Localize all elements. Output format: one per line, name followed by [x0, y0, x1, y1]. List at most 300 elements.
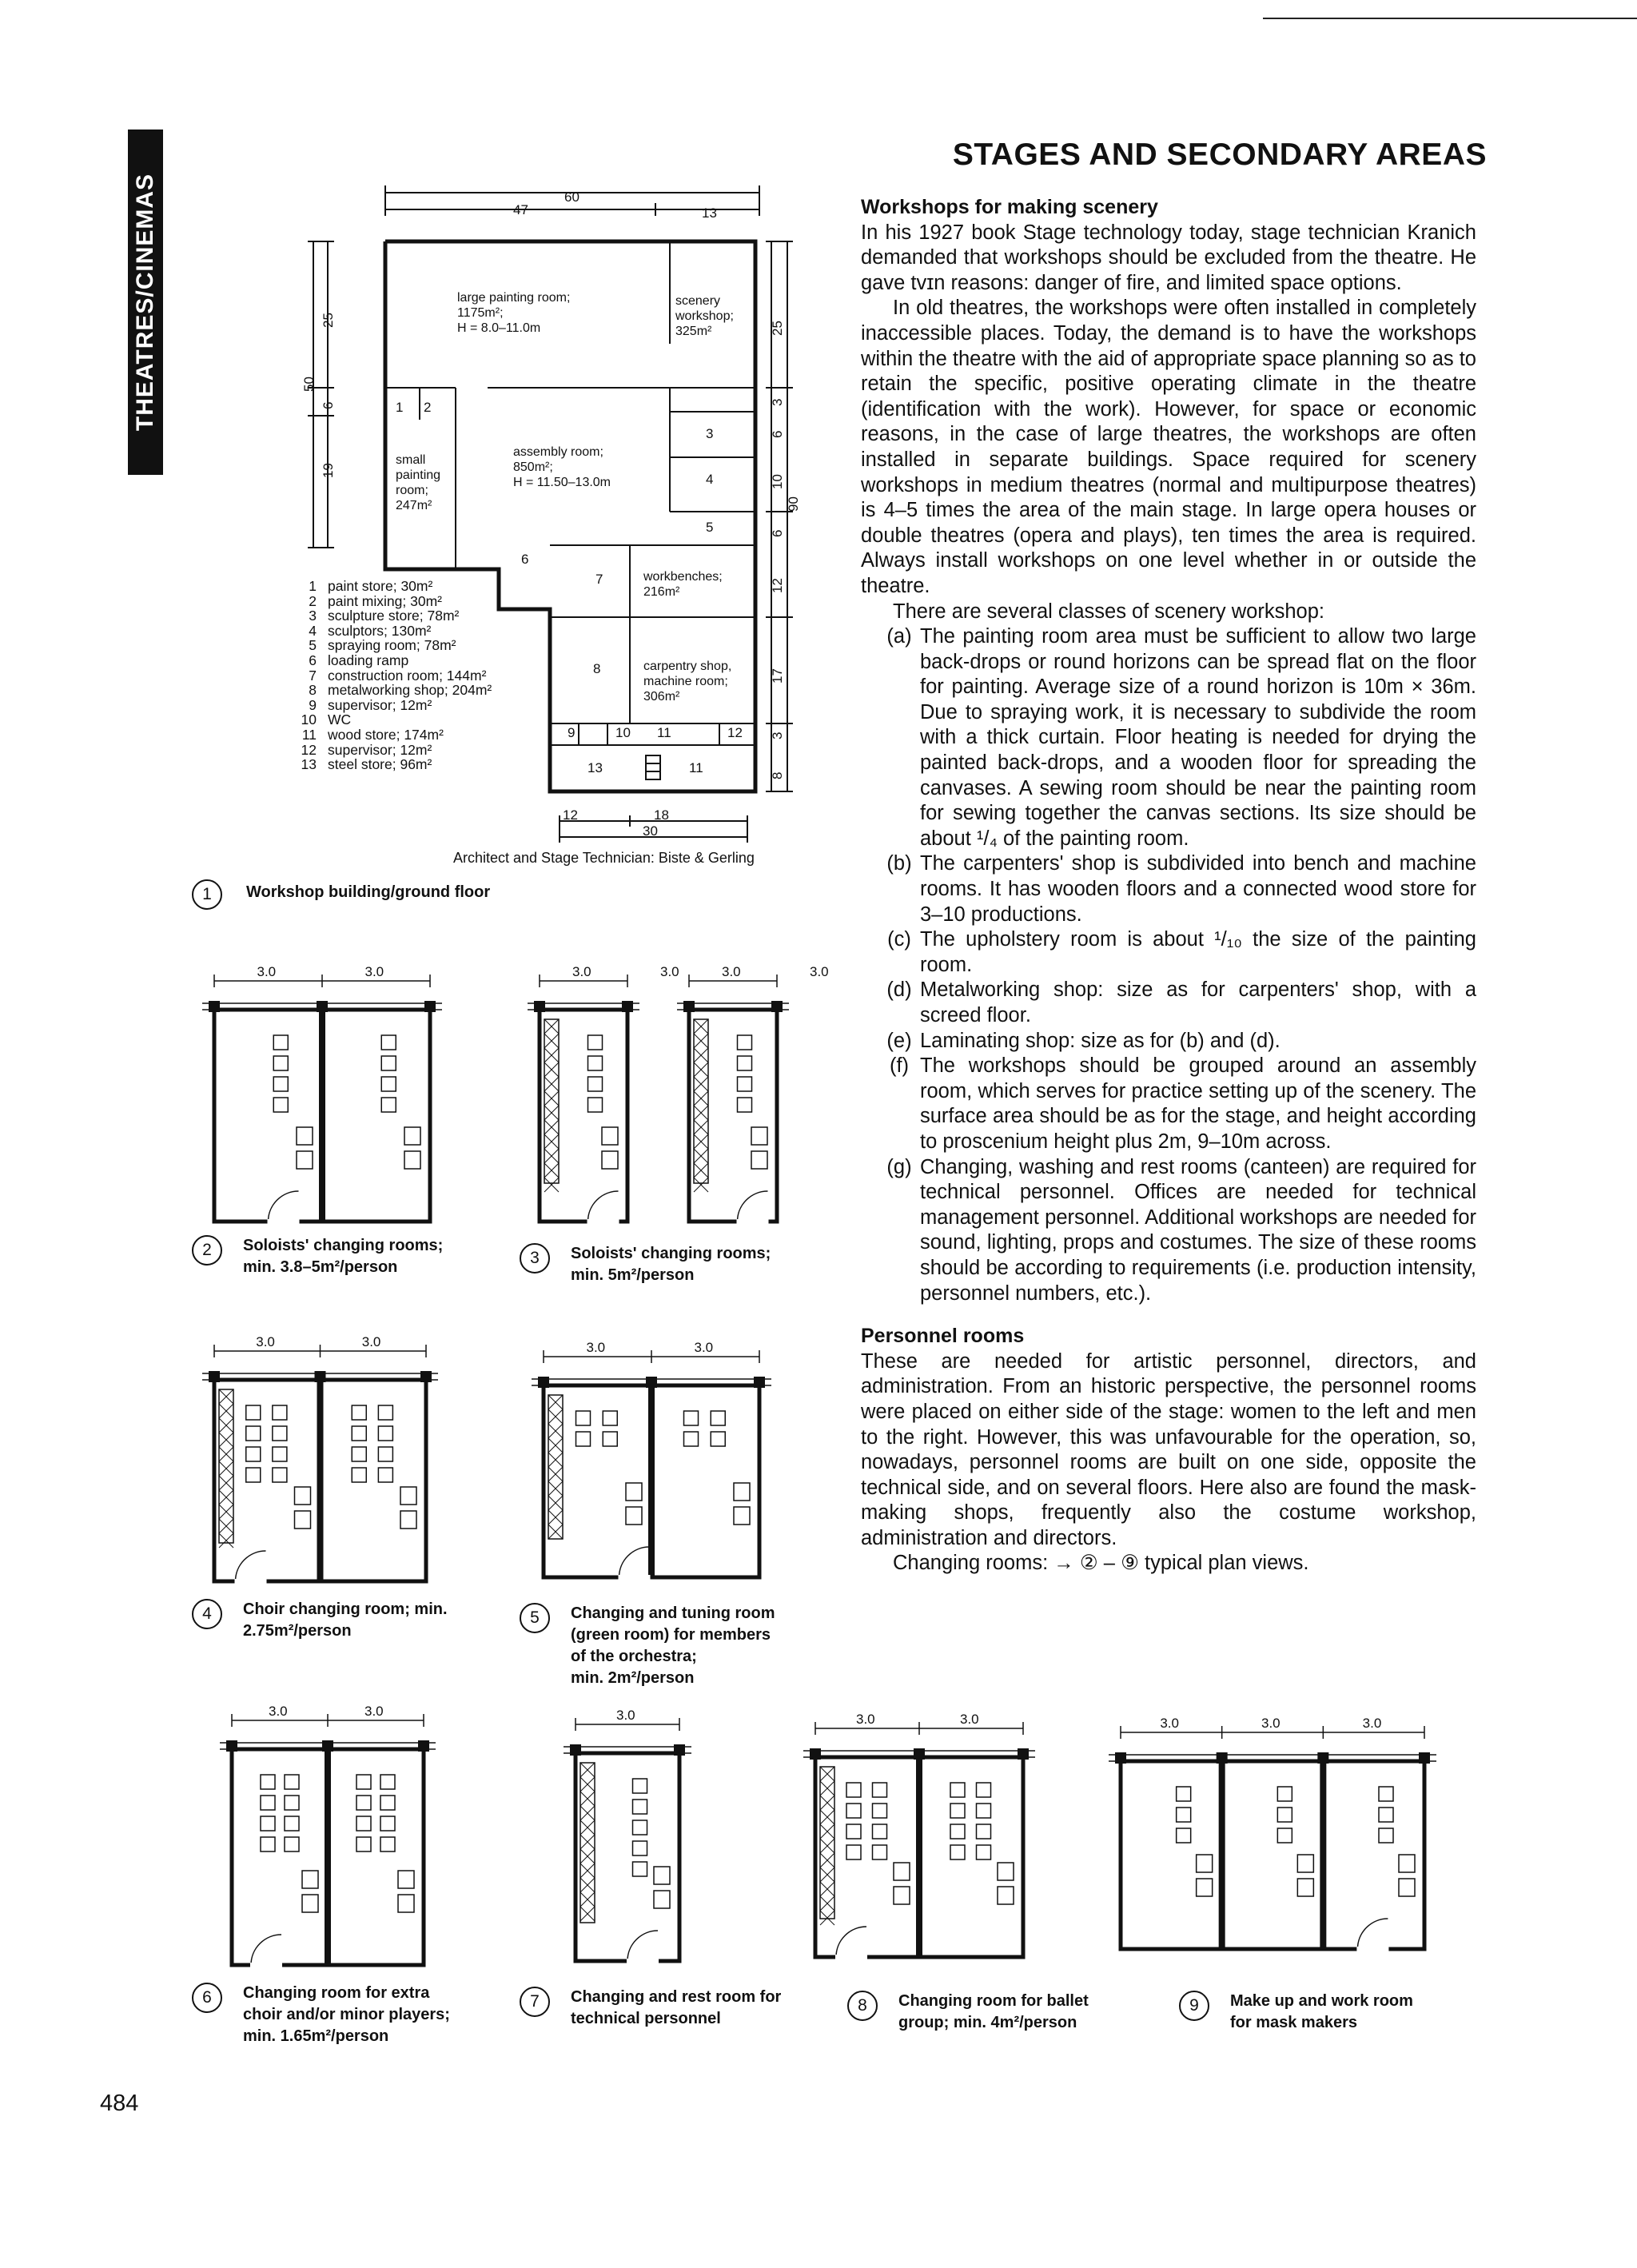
figure-caption-line: Changing room for ballet	[898, 1992, 1089, 2010]
figure-caption-line: Changing and tuning room	[571, 1604, 775, 1622]
plan-seat	[711, 1411, 725, 1425]
legend-text: steel store; 96m²	[328, 756, 432, 773]
dim-top-total: 60	[564, 189, 580, 205]
plan-washbasin	[295, 1511, 311, 1529]
plan-pillar	[810, 1748, 821, 1760]
plan-washbasin	[998, 1887, 1014, 1904]
plan-washbasin	[734, 1483, 750, 1501]
plan-seat	[246, 1447, 261, 1461]
legend-number: 13	[301, 756, 317, 773]
plan-seat	[633, 1800, 647, 1814]
item-label: (e)	[886, 1029, 912, 1052]
room-assembly-1: assembly room;	[513, 445, 603, 459]
plan-pillar	[317, 1001, 328, 1012]
text-column	[861, 195, 1476, 1576]
plan-seat	[950, 1783, 965, 1797]
plan-seat	[588, 1056, 603, 1070]
plan-seat	[378, 1426, 392, 1441]
plan-door-swing	[738, 1191, 768, 1222]
plan-seat	[633, 1820, 647, 1835]
plan-door-swing	[269, 1191, 299, 1222]
legend-number: 5	[309, 637, 317, 654]
legend-text: wood store; 174m²	[328, 726, 444, 743]
legend-number: 9	[309, 696, 317, 713]
plan-pillar	[914, 1748, 925, 1760]
item-label: (g)	[886, 1155, 912, 1178]
plan-seat	[273, 1056, 288, 1070]
plan-dimension-label: 3.0	[660, 964, 679, 979]
room-num-11b: 11	[689, 760, 703, 775]
plan-outline	[576, 1753, 679, 1961]
plan-seat	[381, 1077, 396, 1091]
plan-seat	[356, 1775, 371, 1789]
plan-washbasin	[404, 1151, 420, 1169]
dim-right-1: 25	[770, 321, 785, 336]
figure-caption-line: technical personnel	[571, 2010, 721, 2027]
plan-washbasin	[751, 1127, 767, 1145]
plan-washbasin	[1399, 1855, 1415, 1872]
room-assembly-2: 850m²;	[513, 460, 553, 474]
dim-right-6: 12	[770, 578, 785, 593]
plan-seat	[576, 1432, 591, 1446]
plan-door-swing	[627, 1931, 658, 1961]
plan-seat	[356, 1796, 371, 1810]
dim-left-total: 50	[301, 377, 317, 392]
room-workbenches-2: 216m²	[643, 585, 680, 599]
plan-seat	[378, 1447, 392, 1461]
workshop-class-item	[861, 851, 1476, 927]
dim-left-3: 19	[321, 463, 336, 478]
figure-caption-line: group; min. 4m²/person	[898, 2014, 1077, 2031]
dim-left-2: 6	[321, 401, 336, 409]
plan-seat	[873, 1783, 887, 1797]
plan-locker	[544, 1019, 559, 1183]
figure-caption-line: Changing and rest room for	[571, 1988, 782, 2006]
plan-seat	[873, 1824, 887, 1839]
plan-seat	[380, 1796, 395, 1810]
room-small-painting-4: 247m²	[396, 499, 432, 512]
dim-right-total: 90	[786, 496, 801, 512]
workshop-class-list	[861, 624, 1476, 1306]
plan-locker	[580, 1763, 595, 1923]
plan-pillar	[418, 1740, 429, 1752]
plan-seat	[1277, 1828, 1292, 1843]
room-num-6: 6	[521, 552, 529, 567]
legend-number: 7	[309, 667, 317, 684]
figure-number: 5	[520, 1603, 550, 1633]
plan-seat	[380, 1816, 395, 1831]
plan-seat	[381, 1035, 396, 1050]
plan-door-opening	[235, 1579, 267, 1584]
plan-seat	[381, 1056, 396, 1070]
dim-bottom-total: 30	[643, 823, 658, 839]
plan-washbasin	[602, 1151, 618, 1169]
item-label: (a)	[886, 625, 912, 648]
figure-caption-line: of the orchestra;	[571, 1648, 697, 1665]
figure-caption-line: Make up and work room	[1230, 1992, 1413, 2010]
figure-caption-line: min. 5m²/person	[571, 1266, 695, 1284]
figure-caption-line: for mask makers	[1230, 2014, 1357, 2031]
plan-door-opening	[619, 1575, 651, 1580]
legend-text: supervisor; 12m²	[328, 741, 432, 758]
plan-washbasin	[297, 1127, 313, 1145]
legend-text: supervisor; 12m²	[328, 696, 432, 713]
plan-seat	[273, 1098, 288, 1112]
plan-pillar	[683, 1001, 695, 1012]
plan-outline	[540, 1010, 627, 1222]
plan-seat	[273, 1447, 287, 1461]
plan-seat	[633, 1841, 647, 1855]
plan-washbasin	[400, 1511, 416, 1529]
plan-dimension-label: 3.0	[269, 1704, 288, 1719]
plan-dimension-label: 3.0	[257, 964, 277, 979]
plan-door-opening	[587, 1219, 619, 1224]
plan-dimension-label: 3.0	[361, 1334, 381, 1349]
workshop-class-item	[861, 1054, 1476, 1154]
plan-seat	[1379, 1808, 1393, 1822]
room-carpentry-3: 306m²	[643, 690, 680, 704]
room-num-1: 1	[396, 400, 404, 415]
plan-pillar	[1317, 1752, 1328, 1764]
figure-caption-line: Changing room for extra	[243, 1984, 430, 2002]
figure-caption-line: min. 3.8–5m²/person	[243, 1258, 398, 1276]
plan-seat	[603, 1432, 617, 1446]
plan-pillar	[622, 1001, 633, 1012]
plan-dimension-label: 3.0	[722, 964, 741, 979]
room-carpentry-2: machine room;	[643, 675, 728, 688]
plan-seat	[977, 1824, 991, 1839]
section-tab-label: THEATRES/CINEMAS	[132, 173, 158, 432]
plan-washbasin	[1297, 1879, 1313, 1896]
plan-outline	[689, 1010, 777, 1222]
plan-door-swing	[836, 1927, 866, 1957]
room-num-5: 5	[706, 520, 714, 535]
plan-partition-wall	[916, 1757, 922, 1957]
plan-seat	[977, 1845, 991, 1859]
room-num-11a: 11	[657, 725, 671, 740]
plan-seat	[588, 1077, 603, 1091]
plan-seat	[261, 1775, 275, 1789]
plan-pillar	[646, 1377, 657, 1388]
dim-right-5: 6	[770, 529, 785, 537]
room-scenery-3: 325m²	[675, 325, 712, 338]
plan-washbasin	[654, 1891, 670, 1908]
plan-seat	[1277, 1808, 1292, 1822]
room-num-4: 4	[706, 472, 714, 487]
plan-dimension-label: 3.0	[364, 964, 384, 979]
room-assembly-3: H = 11.50–13.0m	[513, 476, 611, 489]
plan-washbasin	[602, 1127, 618, 1145]
plan-seat	[261, 1796, 275, 1810]
dim-right-8: 3	[770, 731, 785, 739]
plan-washbasin	[295, 1487, 311, 1505]
plan-seat	[378, 1405, 392, 1420]
room-workbenches-1: workbenches;	[643, 570, 723, 584]
plan-pillar	[1115, 1752, 1126, 1764]
plan-pillar	[538, 1377, 549, 1388]
plan-door-swing	[619, 1547, 650, 1577]
plan-pillar	[754, 1377, 765, 1388]
plan-dimension-label: 3.0	[256, 1334, 275, 1349]
plan-seat	[950, 1804, 965, 1818]
plan-seat	[285, 1816, 299, 1831]
room-large-painting-2: 1175m²;	[457, 306, 504, 320]
item-label: (c)	[887, 928, 911, 951]
item-text: Laminating shop: size as for (b) and (d).	[920, 1029, 1281, 1052]
workshop-class-item	[861, 624, 1476, 851]
plan-pillar	[420, 1371, 432, 1382]
room-scenery-2: workshop;	[675, 309, 734, 323]
plan-washbasin	[1399, 1879, 1415, 1896]
figure-caption-line: Soloists' changing rooms;	[243, 1237, 444, 1254]
legend-number: 1	[309, 578, 317, 594]
legend-number: 8	[309, 682, 317, 699]
dim-left-1: 25	[321, 313, 336, 328]
plan-partition-wall	[319, 1010, 325, 1222]
room-small-painting-3: room;	[396, 484, 428, 497]
plan-seat	[273, 1426, 287, 1441]
paragraph-2: In old theatres, the workshops were often installed in completely inaccessible places. Today, the demand is to have the workshops within the theatre with the aid of appropriate space planning so as to retain the specific, positive operating climate in the theatre (identification with the work). However, for space or economic reasons, in the case of large theatres, the workshops are often installed in separate buildings. Space required for scenery workshops in medium theatres (normal and multipurpose theatres) is 4–5 times the area of the main stage. In large opera houses or double theatres (opera and plays), ten times the area is required. Always install workshops on one level whether in or outside the theatre.	[861, 297, 1476, 597]
plan-pillar	[209, 1001, 220, 1012]
item-label: (d)	[886, 979, 912, 1002]
plan-seat	[246, 1405, 261, 1420]
item-label: (b)	[886, 852, 912, 875]
plan-washbasin	[998, 1863, 1014, 1880]
plan-door-opening	[737, 1219, 769, 1224]
figure-caption-line: Choir changing room; min.	[243, 1600, 448, 1618]
figure-caption-line: min. 2m²/person	[571, 1669, 695, 1687]
plan-seat	[378, 1468, 392, 1482]
plan-seat	[352, 1468, 366, 1482]
plan-washbasin	[734, 1507, 750, 1525]
plan-seat	[633, 1779, 647, 1793]
plan-dimension-label: 3.0	[1261, 1716, 1281, 1731]
legend-number: 3	[309, 608, 317, 624]
plan-seat	[273, 1468, 287, 1482]
plan-dimension-label: 3.0	[810, 964, 829, 979]
page-number: 484	[100, 2091, 139, 2116]
room-num-2: 2	[424, 400, 432, 415]
plan-door-opening	[835, 1955, 867, 1959]
plan-pillar	[226, 1740, 237, 1752]
room-large-painting-3: H = 8.0–11.0m	[457, 321, 541, 335]
figure1-credit: Architect and Stage Technician: Biste & Gerling	[453, 850, 755, 866]
room-small-painting-2: painting	[396, 468, 441, 482]
plan-pillar	[1419, 1752, 1430, 1764]
figure-number: 8	[847, 1991, 878, 2021]
plan-partition-wall	[1320, 1761, 1326, 1949]
plan-dimension-label: 3.0	[586, 1340, 606, 1355]
plan-washbasin	[400, 1487, 416, 1505]
plan-seat	[738, 1077, 752, 1091]
figure-number-1: 1	[192, 879, 222, 910]
plan-seat	[873, 1804, 887, 1818]
plan-seat	[381, 1098, 396, 1112]
plan-seat	[738, 1035, 752, 1050]
room-carpentry-1: carpentry shop,	[643, 660, 732, 673]
plan-seat	[1177, 1828, 1191, 1843]
plan-seat	[352, 1405, 366, 1420]
plan-dimension-label: 3.0	[856, 1712, 875, 1727]
plan-washbasin	[626, 1507, 642, 1525]
plan-seat	[273, 1035, 288, 1050]
plan-seat	[285, 1837, 299, 1851]
item-label: (f)	[889, 1054, 910, 1078]
plan-door-swing	[588, 1191, 619, 1222]
legend-number: 11	[301, 726, 317, 743]
legend-text: paint mixing; 30m²	[328, 592, 442, 609]
plan-seat	[380, 1775, 395, 1789]
plan-seat	[246, 1468, 261, 1482]
dim-right-9: 8	[770, 771, 785, 779]
room-num-13: 13	[587, 760, 603, 775]
plan-seat	[633, 1862, 647, 1876]
figure-caption-line: (green room) for members	[571, 1626, 771, 1644]
plan-seat	[846, 1824, 861, 1839]
plan-washbasin	[302, 1871, 318, 1888]
plan-washbasin	[626, 1483, 642, 1501]
plan-door-opening	[1356, 1947, 1388, 1951]
plan-seat	[684, 1432, 699, 1446]
plan-seat	[1177, 1787, 1191, 1801]
paragraph-1: In his 1927 book Stage technology today, stage technician Kranich demanded that workshops should be excluded from the theatre. He gave tvɪn reasons: danger of fire, and limited space options.	[861, 221, 1476, 294]
dim-right-7: 17	[770, 668, 785, 684]
item-text: Changing, washing and rest rooms (canteen) are required for technical personnel. Offices are needed for technical management personnel. Additional workshops are needed for sound, lighting, props and costumes. The size of these rooms should be according to requirements (i.e. production intensity, personnel numbers, etc.).	[920, 1155, 1476, 1305]
plan-dimension-label: 3.0	[1362, 1716, 1382, 1731]
plan-washbasin	[654, 1867, 670, 1884]
heading-workshops: Workshops for making scenery	[861, 196, 1158, 218]
plan-seat	[711, 1432, 725, 1446]
legend-text: sculpture store; 78m²	[328, 608, 460, 624]
room-num-8: 8	[593, 661, 601, 676]
plan-pillar	[209, 1371, 220, 1382]
plan-seat	[352, 1426, 366, 1441]
room-num-10: 10	[615, 725, 631, 740]
figure-caption-line: Soloists' changing rooms;	[571, 1245, 771, 1262]
figure-caption-line: choir and/or minor players;	[243, 2006, 450, 2023]
dim-bottom-left: 12	[563, 807, 578, 823]
plan-locker	[694, 1019, 708, 1183]
workshop-class-item	[861, 1155, 1476, 1307]
figure-number: 3	[520, 1243, 550, 1274]
plan-seat	[846, 1783, 861, 1797]
plan-door-swing	[1357, 1919, 1388, 1949]
item-text: The painting room area must be sufficient to allow two large back-drops or round horizons can be spread flat on the floor for painting. Average size of a round horizon is 10m × 36m. Due to spraying work, it is necessary to subdivide the room with a thick curtain. Floor heating is needed for drying the painted back-drops, and a wooden floor for spreading the canvases. A sewing room should be near the painting room for sewing together the canvas sections. Its size should be about ¹/₄ of the painting room.	[920, 625, 1476, 850]
plan-door-opening	[627, 1959, 659, 1963]
plan-seat	[380, 1837, 395, 1851]
plan-partition-wall	[1219, 1761, 1225, 1949]
room-num-3: 3	[706, 426, 714, 441]
figure-number: 9	[1179, 1991, 1209, 2021]
legend-number: 2	[309, 592, 317, 609]
plan-partition-wall	[648, 1385, 655, 1577]
workshop-class-item	[861, 927, 1476, 978]
item-text: The upholstery room is about ¹/₁₀ the size of the painting room.	[920, 928, 1476, 976]
plan-washbasin	[1197, 1879, 1213, 1896]
plan-seat	[873, 1845, 887, 1859]
item-text: The carpenters' shop is subdivided into bench and machine rooms. It has wooden floors and a connected wood store for 3–10 productions.	[920, 852, 1476, 926]
dim-right-2: 3	[770, 398, 785, 406]
plan-door-opening	[268, 1219, 300, 1224]
plan-dimension-label: 3.0	[616, 1708, 635, 1723]
plan-seat	[977, 1783, 991, 1797]
plan-seat	[356, 1837, 371, 1851]
plan-washbasin	[398, 1871, 414, 1888]
plan-washbasin	[894, 1863, 910, 1880]
plan-seat	[352, 1447, 366, 1461]
plan-seat	[588, 1098, 603, 1112]
plan-locker	[820, 1767, 834, 1919]
plan-washbasin	[894, 1887, 910, 1904]
dim-top-right: 13	[702, 205, 717, 221]
plan-seat	[684, 1411, 699, 1425]
plan-washbasin	[404, 1127, 420, 1145]
plan-pillar	[315, 1371, 326, 1382]
plan-dimension-label: 3.0	[694, 1340, 714, 1355]
plan-dimension-label: 3.0	[960, 1712, 979, 1727]
figure-number: 7	[520, 1987, 550, 2017]
plan-washbasin	[1297, 1855, 1313, 1872]
plan-pillar	[322, 1740, 333, 1752]
workshop-class-item	[861, 978, 1476, 1028]
figure-caption-line: min. 1.65m²/person	[243, 2027, 389, 2045]
plan-pillar	[570, 1744, 581, 1756]
plan-seat	[588, 1035, 603, 1050]
plan-seat	[1379, 1787, 1393, 1801]
plan-dimension-label: 3.0	[572, 964, 591, 979]
plan-partition-wall	[317, 1380, 324, 1581]
plan-washbasin	[1197, 1855, 1213, 1872]
paragraph-5: Changing rooms: → ② – ⑨ typical plan views.	[893, 1552, 1309, 1575]
plan-seat	[1379, 1828, 1393, 1843]
plan-pillar	[771, 1001, 783, 1012]
legend-text: paint store; 30m²	[328, 578, 433, 594]
dim-right-4: 10	[770, 474, 785, 489]
room-num-7: 7	[595, 572, 603, 587]
plan-seat	[285, 1775, 299, 1789]
plan-washbasin	[751, 1151, 767, 1169]
plan-seat	[1277, 1787, 1292, 1801]
item-text: The workshops should be grouped around an assembly room, which serves for practice setting up of the scenery. The surface area should be as for the stage, and height according to proscenium height plus 2m, 9–10m across.	[920, 1054, 1476, 1153]
plan-door-opening	[250, 1963, 282, 1967]
legend-text: sculptors; 130m²	[328, 622, 432, 639]
workshop-class-item	[861, 1029, 1476, 1054]
item-text: Metalworking shop: size as for carpenters' shop, with a screed floor.	[920, 979, 1476, 1026]
figure-number: 4	[192, 1599, 222, 1629]
dim-top-left: 47	[513, 202, 528, 217]
plan-seat	[950, 1824, 965, 1839]
plan-seat	[246, 1426, 261, 1441]
plan-seat	[356, 1816, 371, 1831]
heading-personnel: Personnel rooms	[861, 1325, 1025, 1348]
room-scenery-1: scenery	[675, 294, 721, 308]
plan-pillar	[534, 1001, 545, 1012]
room-small-painting-1: small	[396, 453, 426, 467]
plan-seat	[1177, 1808, 1191, 1822]
dim-bottom-right: 18	[654, 807, 669, 823]
plan-pillar	[1217, 1752, 1228, 1764]
plan-door-swing	[236, 1551, 266, 1581]
plan-partition-wall	[325, 1749, 331, 1965]
plan-pillar	[1018, 1748, 1029, 1760]
room-large-painting-1: large painting room;	[457, 291, 571, 305]
plan-washbasin	[302, 1895, 318, 1912]
plan-dimension-label: 3.0	[364, 1704, 384, 1719]
plan-seat	[285, 1796, 299, 1810]
legend-number: 6	[309, 652, 317, 668]
plan-washbasin	[297, 1151, 313, 1169]
figure-caption-line: 2.75m²/person	[243, 1622, 352, 1640]
